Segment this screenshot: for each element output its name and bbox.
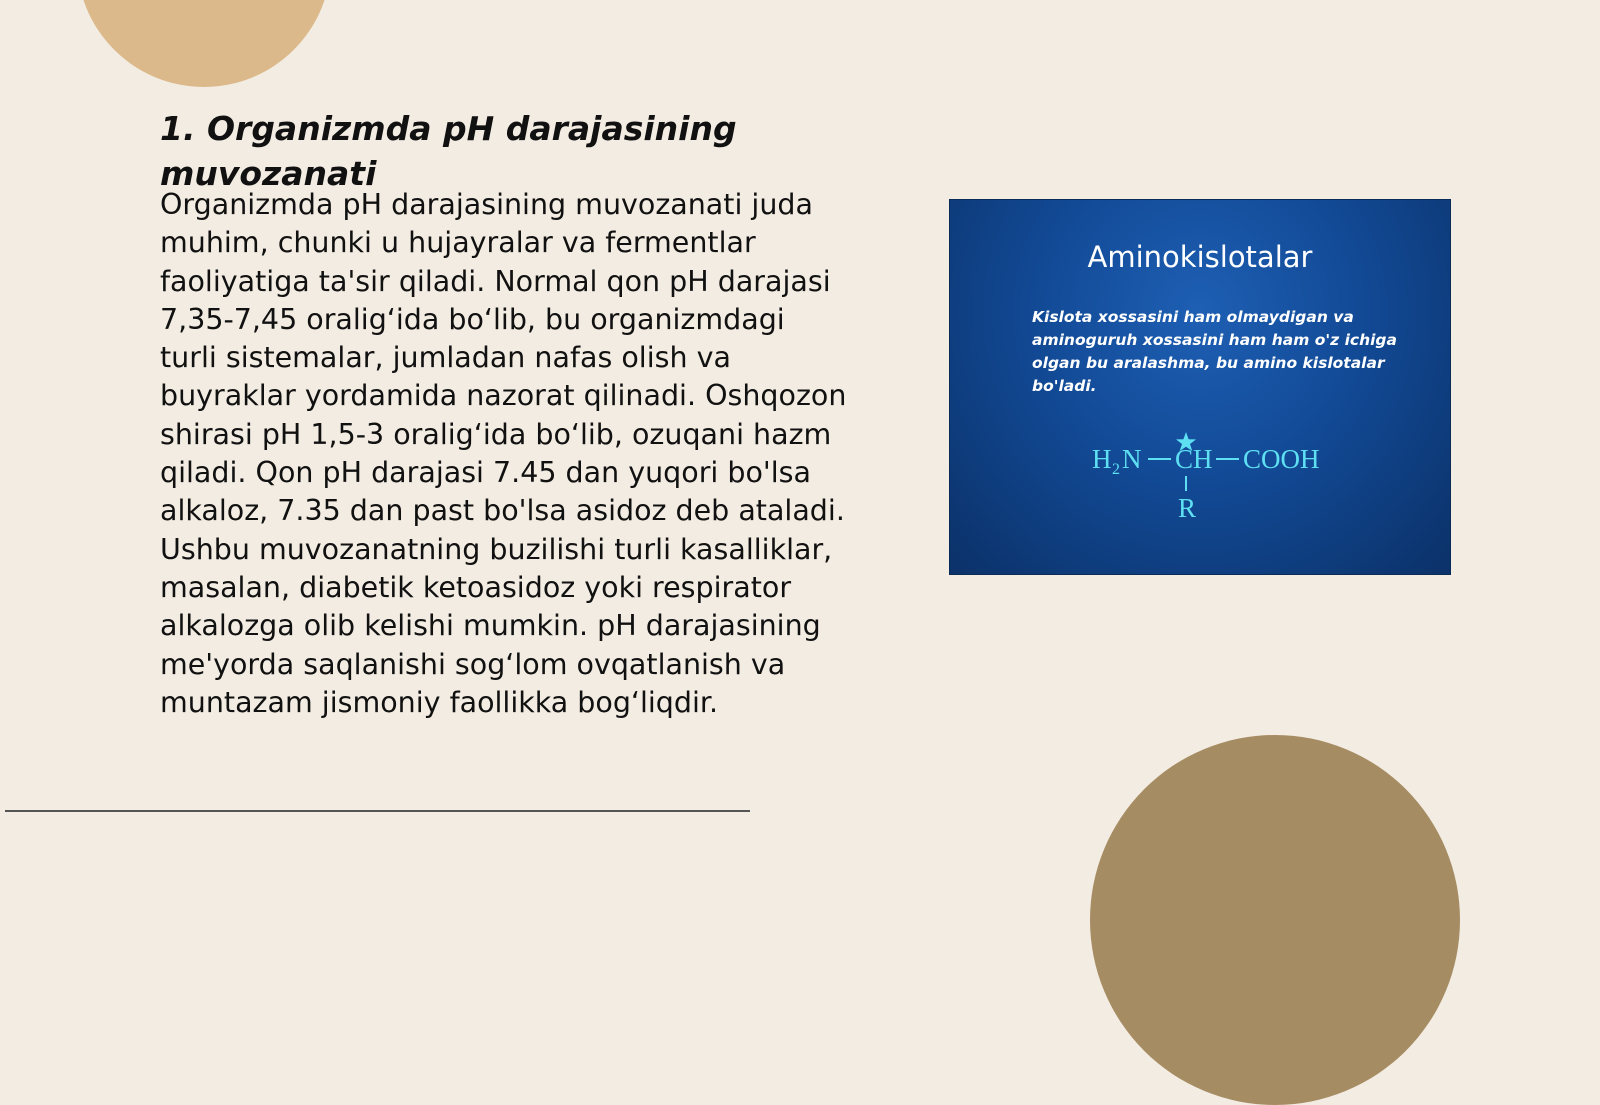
formula-subscript: 2 — [1112, 461, 1120, 478]
amino-acid-image — [950, 200, 1450, 574]
formula-r: R — [1178, 493, 1197, 523]
formula-cooh: COOH — [1243, 444, 1320, 474]
formula-n: N — [1122, 444, 1142, 474]
image-description: Kislota xossasini ham olmaydigan va aminoguruh xossasini ham ham o'z ichiga olgan bu aralashma, bu amino kislotalar bo'ladi. — [1032, 308, 1397, 395]
decorative-circle-top — [77, 0, 331, 87]
slide-body-text: Organizmda pH darajasining muvozanati juda muhim, chunki u hujayralar va fermentlar faoliyatiga ta'sir qiladi. Normal qon pH darajasi 7,35-7,45 oralig‘ida bo‘lib, bu organizmdagi turli sistemalar, jumladan nafas olish va buyraklar yordamida nazorat qilinadi. Oshqozon shirasi pH 1,5-3 oralig‘ida bo‘lib, ozuqani hazm qiladi. Qon pH darajasi 7.45 dan yuqori bo'lsa alkaloz, 7.35 dan past bo'lsa asidoz deb ataladi. Ushbu muvozanatning buzilishi turli kasalliklar, masalan, diabetik ketoasidoz yoki respirator alkalozga olib kelishi mumkin. pH darajasining me'yorda saqlanishi sog‘lom ovqatlanish va muntazam jismoniy faollikka bog‘liqdir. — [160, 188, 847, 719]
formula-h: H — [1092, 444, 1112, 474]
divider-line — [5, 810, 750, 812]
decorative-circle-bottom — [1090, 735, 1460, 1105]
amino-acid-formula — [950, 428, 1450, 548]
formula-ch: CH — [1175, 444, 1213, 474]
slide-title: 1. Organizmda pH darajasining muvozanati — [160, 109, 737, 193]
image-heading: Aminokislotalar — [1087, 240, 1313, 274]
